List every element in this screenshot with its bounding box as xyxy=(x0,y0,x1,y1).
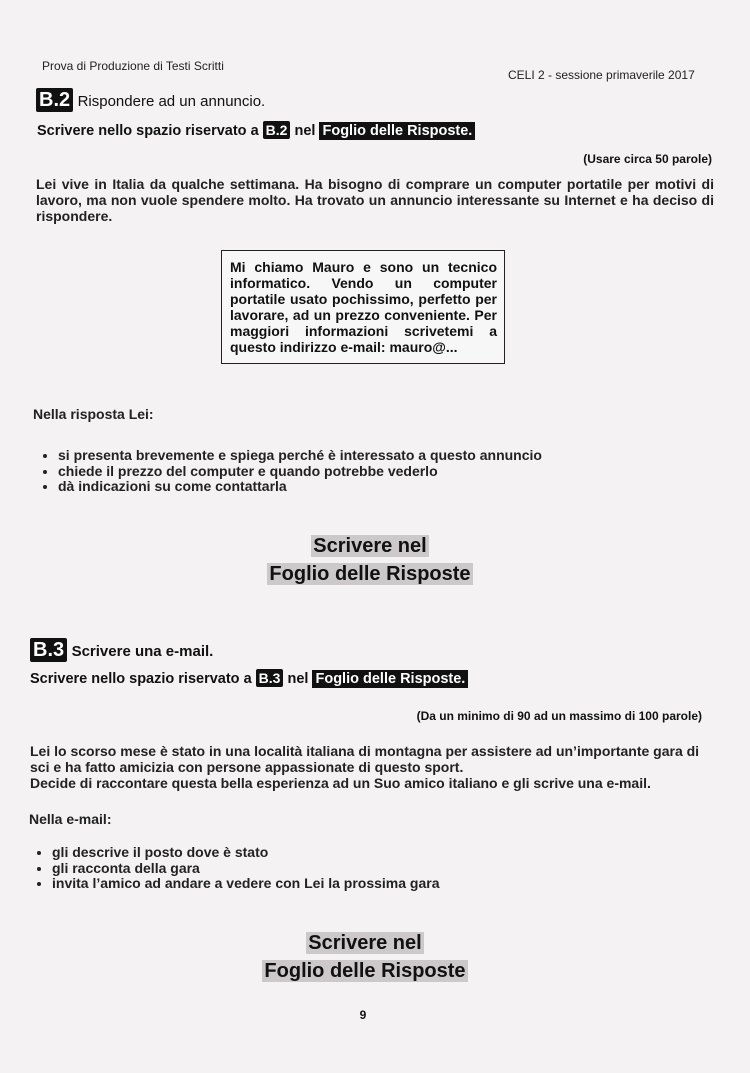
b2-cta-line2: Foglio delle Risposte xyxy=(269,563,471,585)
list-item: • dà indicazioni su come contattarla xyxy=(58,479,716,495)
b2-cta xyxy=(0,532,740,588)
b3-instr-code: B.3 xyxy=(256,669,284,687)
b3-badge: B.3 xyxy=(30,638,67,662)
b3-word-count: (Da un minimo di 90 ad un massimo di 100 parole) xyxy=(416,709,702,723)
list-item: • si presenta brevemente e spiega perché è interessato a questo annuncio xyxy=(58,448,716,464)
b3-intro-2: Decide di raccontare questa bella esperienza ad un Suo amico italiano e gli scrive una e-mail. xyxy=(30,775,651,791)
list-item: • gli descrive il posto dove è stato xyxy=(52,845,710,861)
ad-text: Mi chiamo Mauro e sono un tecnico informatico. Vendo un computer portatile usato pochissimo, perfetto per lavorare, ad un prezzo conveniente. Per maggiori informazioni scrivetemi a questo indirizzo e-mail: mauro@... xyxy=(230,259,497,355)
b2-cta-line1: Scrivere nel xyxy=(313,535,427,557)
b3-intro-1: Lei lo scorso mese è stato in una località italiana di montagna per assistere ad un’importante gara di sci e ha fatto amicizia con persone appassionate di questo sport. xyxy=(30,743,700,775)
b3-intro xyxy=(30,743,710,791)
page-number: 9 xyxy=(359,1008,367,1022)
b3-cta xyxy=(0,929,730,985)
b2-title: Rispondere ad un annuncio. xyxy=(77,93,266,110)
header-right: CELI 2 - sessione primaverile 2017 xyxy=(508,68,695,82)
b2-heading xyxy=(36,88,265,112)
b2-instr-code: B.2 xyxy=(263,121,291,139)
b2-intro: Lei vive in Italia da qualche settimana. Ha bisogno di comprare un computer portatile per motivi di lavoro, ma non vuole spendere molto. Ha trovato un annuncio interessante su Internet e ha deciso di rispondere. xyxy=(36,176,714,224)
b2-instr-mid: nel xyxy=(294,123,316,139)
b3-instr-prefix: Scrivere nello spazio riservato a xyxy=(30,671,252,687)
b2-word-count: (Usare circa 50 parole) xyxy=(583,152,712,166)
list-item: • chiede il prezzo del computer e quando potrebbe vederlo xyxy=(58,464,716,480)
list-item: • gli racconta della gara xyxy=(52,861,710,877)
b3-list-intro: Nella e-mail: xyxy=(29,811,112,827)
b3-instr-mid: nel xyxy=(287,671,309,687)
b3-cta-line2: Foglio delle Risposte xyxy=(264,960,466,982)
b2-badge: B.2 xyxy=(36,88,73,112)
b3-instruction xyxy=(30,669,468,687)
b3-list xyxy=(30,845,710,892)
b2-instr-target: Foglio delle Risposte. xyxy=(319,122,475,140)
b3-title: Scrivere una e-mail. xyxy=(71,643,214,660)
b2-instruction xyxy=(37,121,475,139)
b3-heading xyxy=(30,638,213,662)
list-item: • invita l’amico ad andare a vedere con Lei la prossima gara xyxy=(52,876,710,892)
b2-list-intro: Nella risposta Lei: xyxy=(33,406,154,422)
header-left: Prova di Produzione di Testi Scritti xyxy=(42,59,224,73)
b3-instr-target: Foglio delle Risposte. xyxy=(312,670,468,688)
ad-box xyxy=(221,250,505,364)
b2-list xyxy=(36,448,716,495)
b3-cta-line1: Scrivere nel xyxy=(308,932,422,954)
b2-instr-prefix: Scrivere nello spazio riservato a xyxy=(37,123,259,139)
